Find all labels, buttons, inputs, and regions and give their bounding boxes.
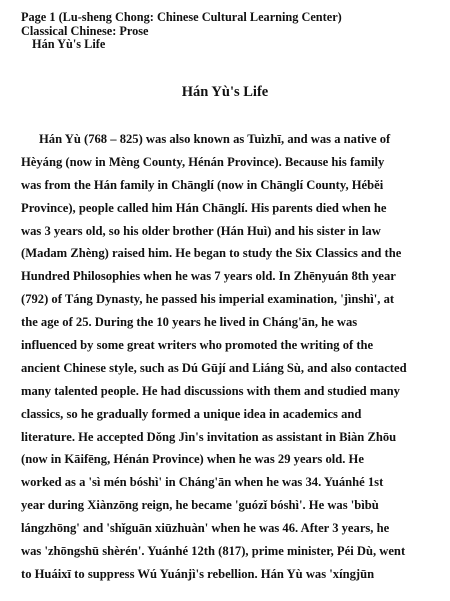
body-line: (now in Kāifēng, Hénán Province) when he was 29 years old. He [21,452,364,467]
body-line: influenced by some great writers who promoted the writing of the [21,338,374,353]
body-line: was from the Hán family in Chānglí (now in Chānglí County, Héběi [21,177,384,192]
document-title: Hán Yù's Life [181,84,269,100]
body-line: year during Xiànzōng reign, he became 'guózǐ bóshì'. He was 'bìbù [21,498,379,513]
body-line: was 'zhōngshū shèrén'. Yuánhé 12th (817), prime minister, Péi Dù, went [21,544,406,559]
body-line: to Huáixī to suppress Wú Yuánjì's rebellion. Hán Yù was 'xíngjūn [21,566,375,581]
header-topic-line: Hán Yù's Life [32,37,106,51]
body-line: many talented people. He had discussions with them and studied many [21,383,400,398]
body-line: (792) of Táng Dynasty, he passed his imperial examination, 'jìnshì', at [21,292,395,307]
body-line: worked as a 'sì mén bóshì' in Cháng'ān when he was 34. Yuánhé 1st [21,475,384,490]
body-line: classics, so he gradually formed a unique idea in academics and [21,406,362,421]
body-line: Hundred Philosophies when he was 7 years old. In Zhēnyuán 8th year [21,269,396,284]
body-line: the age of 25. During the 10 years he lived in Cháng'ān, he was [21,315,358,330]
body-paragraph [21,128,436,586]
body-line: ancient Chinese style, such as Dú Gūjí and Liáng Sù, and also contacted [21,360,407,375]
body-line: was 3 years old, so his older brother (Hán Huì) and his sister in law [21,223,381,238]
body-line: literature. He accepted Dǒng Jìn's invitation as assistant in Biàn Zhōu [21,429,397,444]
body-line: Province), people called him Hán Chānglí. His parents died when he [21,200,387,215]
header-source-line: Page 1 (Lu-sheng Chong: Chinese Cultural Learning Center) [21,10,342,24]
body-line: (Madam Zhèng) raised him. He began to study the Six Classics and the [21,246,402,261]
body-line: Hèyáng (now in Mèng County, Hénán Province). Because his family [21,154,385,169]
body-line: Hán Yù (768 – 825) was also known as Tuìzhī, and was a native of [39,132,391,146]
body-line: lángzhōng' and 'shǐguān xiūzhuàn' when he was 46. After 3 years, he [21,521,390,536]
header-category-line: Classical Chinese: Prose [21,23,149,38]
page-header [21,11,342,52]
